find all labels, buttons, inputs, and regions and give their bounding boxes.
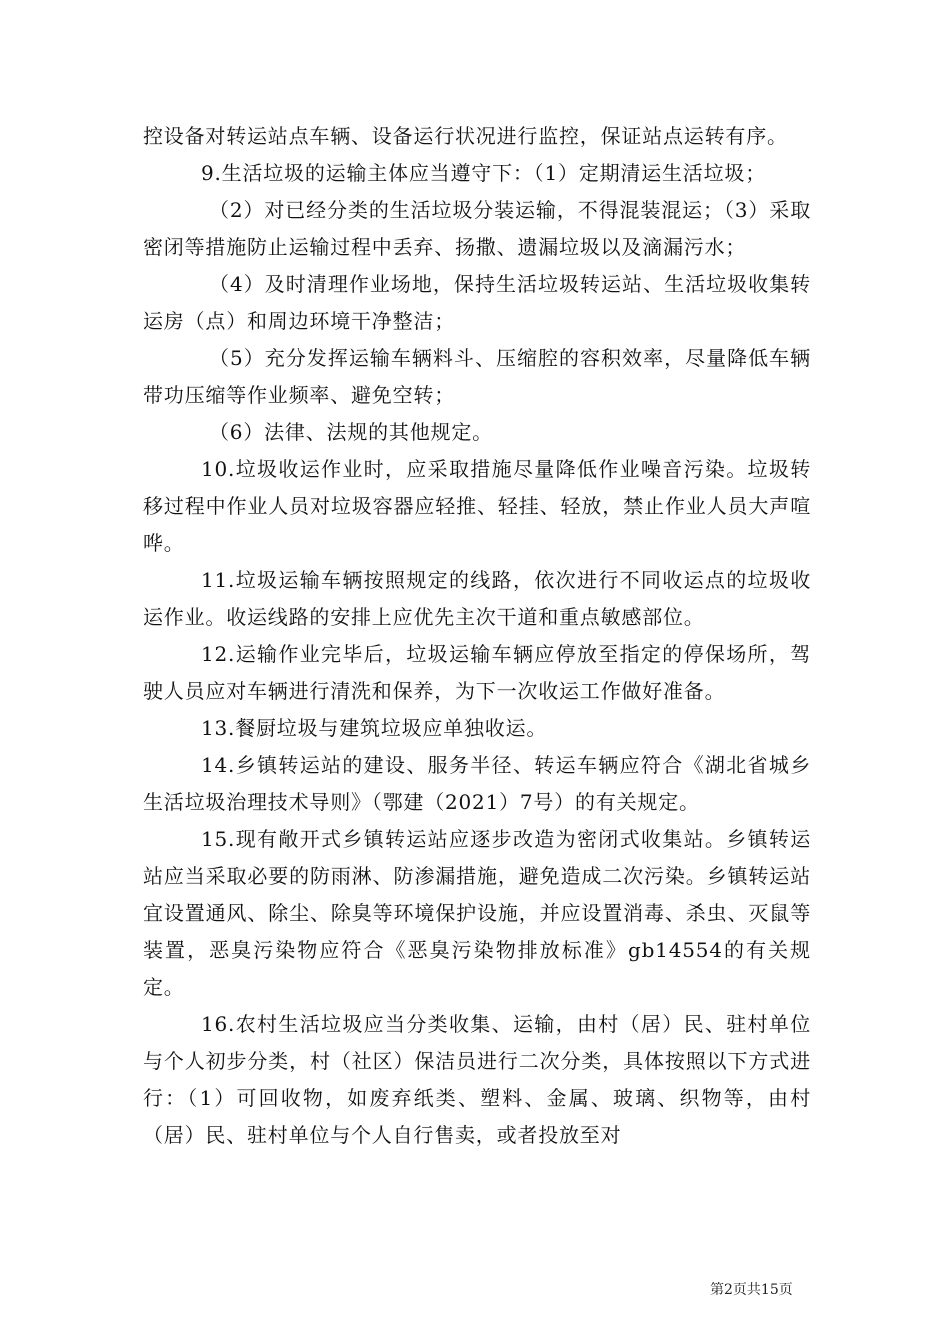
document-body (143, 118, 811, 1154)
paragraph-item-9-5: （5）充分发挥运输车辆料斗、压缩腔的容积效率，尽量降低车辆带功压缩等作业频率、避免空转； (143, 346, 811, 407)
page-number: 第2页共15页 (710, 1282, 793, 1298)
paragraph-item-13: 13.餐厨垃圾与建筑垃圾应单独收运。 (201, 716, 548, 740)
paragraph-item-9-4: （4）及时清理作业场地，保持生活垃圾转运站、生活垃圾收集转运房（点）和周边环境干净整洁； (143, 272, 811, 333)
paragraph-item-11: 11.垃圾运输车辆按照规定的线路，依次进行不同收运点的垃圾收运作业。收运线路的安排上应优先主次干道和重点敏感部位。 (143, 568, 811, 629)
paragraph-item-9-2-3: （2）对已经分类的生活垃圾分装运输，不得混装混运；（3）采取密闭等措施防止运输过程中丢弃、扬撒、遗漏垃圾以及滴漏污水； (143, 198, 811, 259)
paragraph-item-9-6: （6）法律、法规的其他规定。 (209, 420, 493, 444)
paragraph-item-14: 14.乡镇转运站的建设、服务半径、转运车辆应符合《湖北省城乡生活垃圾治理技术导则》（鄂建（2021）7号）的有关规定。 (143, 753, 811, 814)
paragraph-continuation: 控设备对转运站点车辆、设备运行状况进行监控，保证站点运转有序。 (143, 124, 788, 148)
paragraph-item-12: 12.运输作业完毕后，垃圾运输车辆应停放至指定的停保场所，驾驶人员应对车辆进行清洗和保养，为下一次收运工作做好准备。 (143, 642, 811, 703)
paragraph-item-15: 15.现有敞开式乡镇转运站应逐步改造为密闭式收集站。乡镇转运站应当采取必要的防雨淋、防渗漏措施，避免造成二次污染。乡镇转运站宜设置通风、除尘、除臭等环境保护设施，并应设置消毒、杀虫、灭鼠等装置，恶臭污染物应符合《恶臭污染物排放标准》gb14554的有关规定。 (143, 827, 811, 999)
paragraph-item-9: 9.生活垃圾的运输主体应当遵守下：（1）定期清运生活垃圾； (201, 161, 767, 185)
paragraph-item-16: 16.农村生活垃圾应当分类收集、运输，由村（居）民、驻村单位与个人初步分类，村（社区）保洁员进行二次分类，具体按照以下方式进行：（1）可回收物，如废弃纸类、塑料、金属、玻璃、织物等，由村（居）民、驻村单位与个人自行售卖，或者投放至对 (143, 1012, 811, 1147)
paragraph-item-10: 10.垃圾收运作业时，应采取措施尽量降低作业噪音污染。垃圾转移过程中作业人员对垃圾容器应轻推、轻挂、轻放，禁止作业人员大声喧哗。 (143, 457, 811, 555)
